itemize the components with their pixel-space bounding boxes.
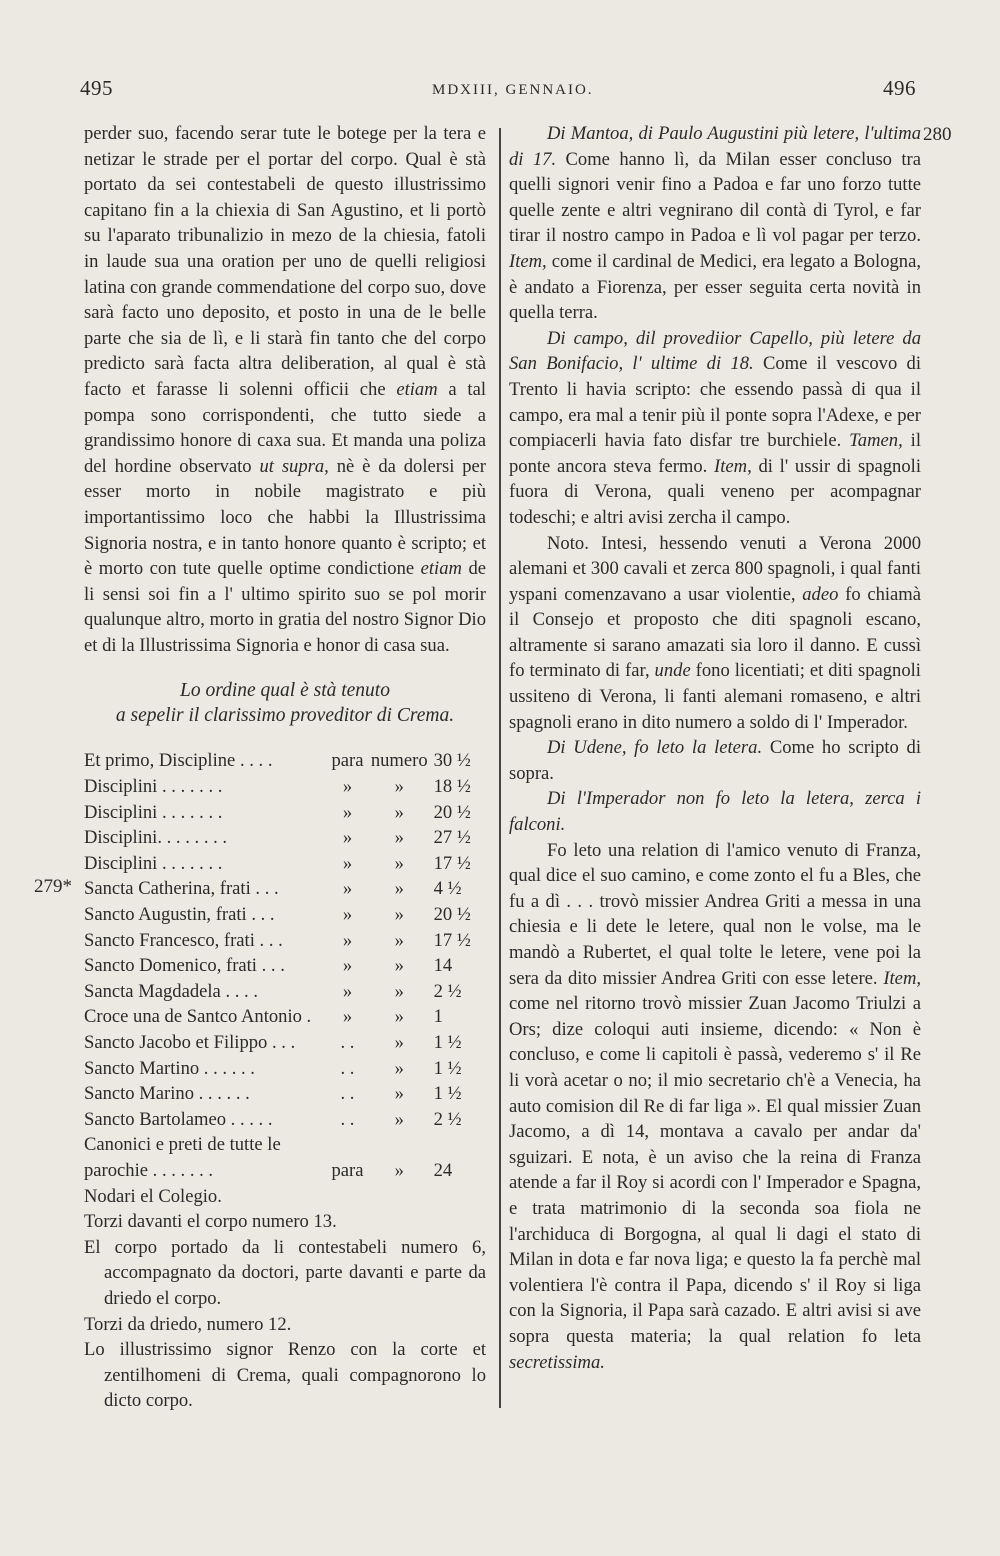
table-cell-n: 14 [433,955,453,977]
table-cell-n: 20 ½ [433,904,471,926]
margin-line-number-left: 279* [34,876,72,897]
table-cell-n: 1 ½ [433,1032,462,1053]
procession-table [84,748,486,1183]
right-paragraph [509,121,921,326]
table-cell-label: Sancto Jacobo et Filippo . . . [84,1032,296,1053]
heading-line: a sepelir il clarissimo proveditor di Crema. [115,705,455,727]
margin-line-number-right: 280 [923,124,952,145]
text-run: di l' ussir di spagnoli fuora di Verona, quali veneno per acompagnar todeschi; e altri avisi zercha il campo. [509,455,921,528]
table-cell-b: » [394,1006,404,1028]
table-cell-a: » [342,852,353,874]
page-number-left: 495 [80,76,113,100]
table-cell-label: Disciplini . . . . . . . [84,801,223,823]
table-cell-n: 27 ½ [433,827,471,849]
italic-run: Di l'Imperador non fo leto la letera, zerca i falconi. [509,788,921,836]
running-title: MDXIII, GENNAIO. [432,82,594,98]
italic-run: ut supra, [259,455,329,477]
table-row [84,1030,486,1056]
text-run: nè è da dolersi per esser morto in nobile magistrato e più importantissimo loco che habbi la Illustrissima Signoria nostra, e in tanto honore quanto è scripto; et è morto con tute quelle optime condictione [84,455,486,580]
text-run: come nel ritorno trovò missier Zuan Jacomo Triulzi a Ors; dize coloqui auti insieme, dicendo: « Non è concluso, e come li capitoli è passà, vederemo s' il Re li vorà acetar o no; il mio secretario ch'è a Venecia, ha auto comision dil Re di far liga ». El qual missier Zuan Jacomo, a dì 14, montava a cavalo per andar da' sguizari. E nota, è un aviso che la reina di Franza atende a far il Roy si acordi con l' Imperador e Spagna, e trata matrimonio di la seconda soa fiola ne l'archiduca di Borgogna, al qual li dagi el stato di Milan in dota e far nova liga; e questo la fa perchè mal volentiera l'è contra il Papa, dicendo s' il Roy si liga con la Signoria, il Papa sarà cazado. E altri avisi si ave sopra questa materia; la qual relation fo leta [509,993,921,1347]
italic-run: Item, [714,455,752,477]
table-cell-a: » [342,1006,353,1028]
table-row [84,774,486,800]
table-row [84,825,486,851]
section-heading [84,678,486,728]
table-cell-n: 1 ½ [433,1083,462,1105]
table-cell-a: » [342,929,353,951]
table-cell-label: Sancta Magdadela . . . . [84,980,258,1002]
table-cell-a: . . [340,1057,355,1079]
table-cell-b: » [394,852,404,874]
table-row [84,748,486,774]
procession-list [84,1184,486,1414]
table-cell-b: » [394,1108,404,1130]
table-cell-label: Disciplini . . . . . . . [84,852,223,874]
italic-run: Item, [883,967,922,989]
table-cell-a: » [342,980,353,1002]
text-run: Fo leto una relation di l'amico venuto di Franza, qual dice el suo camino, e come zonto el fu a Bles, che fu a dì . . . trovò missier Andrea Griti a messa in una chiesia e li dete le letere, qual non le volse, ma le mandò a Rubertet, el qual tolte le letere, vene poi la sera da dito missier Andrea Griti con esse letere. [509,839,921,989]
heading-line: Lo ordine qual è stà tenuto [180,680,390,702]
column-divider [499,128,501,1408]
table-cell-n: 20 ½ [433,801,471,823]
table-cell-n: 2 ½ [433,1108,462,1130]
table-cell-b: » [394,827,404,849]
table-row [84,1056,486,1082]
italic-run: Di campo, dil provediior Capello, più letere da San Bonifacio, l' ultime di 18. [509,327,921,375]
table-row [84,1081,486,1107]
list-item: Torzi da driedo, numero 12. [84,1313,292,1335]
table-cell-a: . . [340,1083,355,1105]
table-cell-a: » [342,801,353,823]
table-cell-a: » [342,955,353,977]
italic-run: unde [654,660,691,682]
table-cell-b: » [394,980,404,1002]
table-cell-b: » [394,1032,404,1053]
table-cell-b: numero [370,750,428,772]
right-paragraph [509,838,921,1375]
text-run: il ponte ancora steva fermo. [509,430,921,477]
table-cell-a: » [342,904,353,926]
table-cell-b: » [394,801,404,823]
text-run: fono licentiati; et diti spagnoli ussiteno di Verona, li fanti alemani romaseno, e altri spagnoli erano in dito numero a soldo di l' Imperador. [509,660,921,733]
page-number-right: 496 [883,76,916,100]
text-run: Come hanno lì, da Milan esser concluso tra quelli signori venir fino a Padoa e far uno forzo tutte quelle zente e altri vegnirano dil contà di Tyrol, e far tirar il nostro campo in Padoa e lì vol pagar per terzo. [509,148,921,247]
table-cell-n: 30 ½ [433,750,471,772]
table-row [84,800,486,826]
table-cell: » [394,1159,404,1181]
right-paragraph [509,531,921,736]
table-row [84,851,486,877]
table-cell-a: » [342,776,353,798]
right-column [509,121,921,1375]
table-cell-label: Canonici e preti de tutte le parochie . . . . . . . [84,1134,281,1181]
table-cell-a: » [342,827,353,849]
text-run: Come il vescovo di Trento li havia scripto: che essendo passà di qua il campo, era mal a tenir più il ponte sopra l'Adexe, e per compiacerli havia fato disfar tre burchiele. [509,353,922,452]
table-cell-label: Sancta Catherina, frati . . . [84,878,279,900]
text-run: come il cardinal de Medici, era legato a Bologna, è andato a Fiorenza, per esser seguita certa novità in quella terra. [509,250,921,324]
table-cell-b: » [394,1057,404,1079]
table-cell-label: Disciplini . . . . . . . [84,776,223,798]
table-row [84,953,486,979]
right-paragraph [509,326,921,531]
table-cell-label: Sancto Bartolameo . . . . . [84,1108,273,1130]
table-cell-label: Sancto Francesco, frati . . . [84,929,283,951]
list-item: Nodari el Colegio. [84,1185,222,1207]
table-row [84,1132,486,1183]
table-cell-a: » [342,878,353,900]
table-row [84,876,486,902]
table-cell-label: Sancto Martino . . . . . . [84,1057,255,1079]
table-cell: para [331,1159,364,1181]
text-run: fo chiamà il Consejo et proposto che diti spagnoli escano, altramente si sarano amazati sia loro il danno. E cussì fo terminato di far, [509,583,922,682]
table-row [84,928,486,954]
text-run: perder suo, facendo serar tute le botege per la tera e netizar le strade per el portar del corpo. Qual è stà portato da sei contestabeli de questo illustrissimo capitano fin a la chiexia di San Agustino, et li portò su l'aparato tribunalizio in mezo de la chiesia, fatoli in laude sua una oration per uno de quelli religiosi latina con grande commendatione del corpo suo, dove sarà facto uno deposito, et posto in una de le belle parte che sia de lì, e li starà fin tanto che del corpo predicto sarà facta altra deliberation, al qual è stà facto et farasse li solenni officii che [84,123,486,400]
italic-run: secretissima. [509,1351,605,1373]
table-cell-n: 1 [433,1006,443,1028]
text-run: Noto. Intesi, hessendo venuti a Verona 2000 alemani et 300 cavali et zerca 800 spagnoli, i qual fanti yspani comenzavano a usar violentie, [509,532,921,605]
table-cell-label: Sancto Augustin, frati . . . [84,904,275,926]
table-row [84,979,486,1005]
italic-run: Tamen, [849,430,903,452]
table-cell-label: Disciplini. . . . . . . . [84,827,228,849]
text-run: a tal pompa sono corrispondenti, che tutto siede a grandissimo honore di caxa sua. Et manda una poliza del hordine observato [84,378,486,477]
table-cell-n: 1 ½ [433,1057,462,1079]
table-cell-n: 18 ½ [433,776,471,798]
table-cell-label: Croce una de Santco Antonio . [84,1006,312,1028]
table-cell-b: » [394,904,404,926]
table-cell-b: » [394,1083,404,1105]
left-column [84,121,486,1414]
left-paragraph [84,121,486,658]
table-cell-a: . . [340,1032,355,1053]
table-row [84,1004,486,1030]
right-paragraph [509,786,921,837]
table-cell-label: Sancto Domenico, frati . . . [84,955,285,977]
table-cell-n: 2 ½ [433,980,462,1002]
table-cell-b: » [394,955,404,977]
table-cell: 24 [433,1159,453,1181]
table-cell-a: . . [340,1108,355,1130]
table-cell-b: » [394,929,404,951]
text-run: de li sensi soi fin a l' ultimo spirito suo se pol morir qualunque altro, morto in gratia del nostro Signor Dio et di la Illustrissima Signoria e honor di casa sua. [84,558,487,656]
italic-run: Item, [509,250,547,272]
italic-run: adeo [802,583,839,605]
list-item: Torzi davanti el corpo numero 13. [84,1211,337,1233]
table-row [84,902,486,928]
table-cell-label: Sancto Marino . . . . . . [84,1083,250,1105]
text-run: Come ho scripto di sopra. [509,737,921,784]
table-cell-b: » [394,878,404,900]
right-paragraph [509,735,921,786]
italic-run: etiam [396,378,438,400]
table-row [84,1107,486,1133]
table-cell-b: » [394,776,404,798]
italic-run: Di Udene, fo leto la letera. [547,737,763,759]
table-cell-n: 17 ½ [433,929,471,951]
table-cell-n: 17 ½ [433,852,471,874]
table-cell-a: para [331,750,364,772]
italic-run: etiam [420,558,462,580]
table-cell-n: 4 ½ [433,878,462,900]
italic-run: Di Mantoa, di Paulo Augustini più letere, l'ultima di 17. [509,123,921,170]
list-item: Lo illustrissimo signor Renzo con la corte et zentilhomeni di Crema, quali compagnorono lo dicto corpo. [84,1339,486,1412]
list-item: El corpo portado da li contestabeli numero 6, accompagnato da doctori, parte davanti e parte da driedo el corpo. [84,1236,486,1309]
table-cell-label: Et primo, Discipline . . . . [84,750,273,772]
